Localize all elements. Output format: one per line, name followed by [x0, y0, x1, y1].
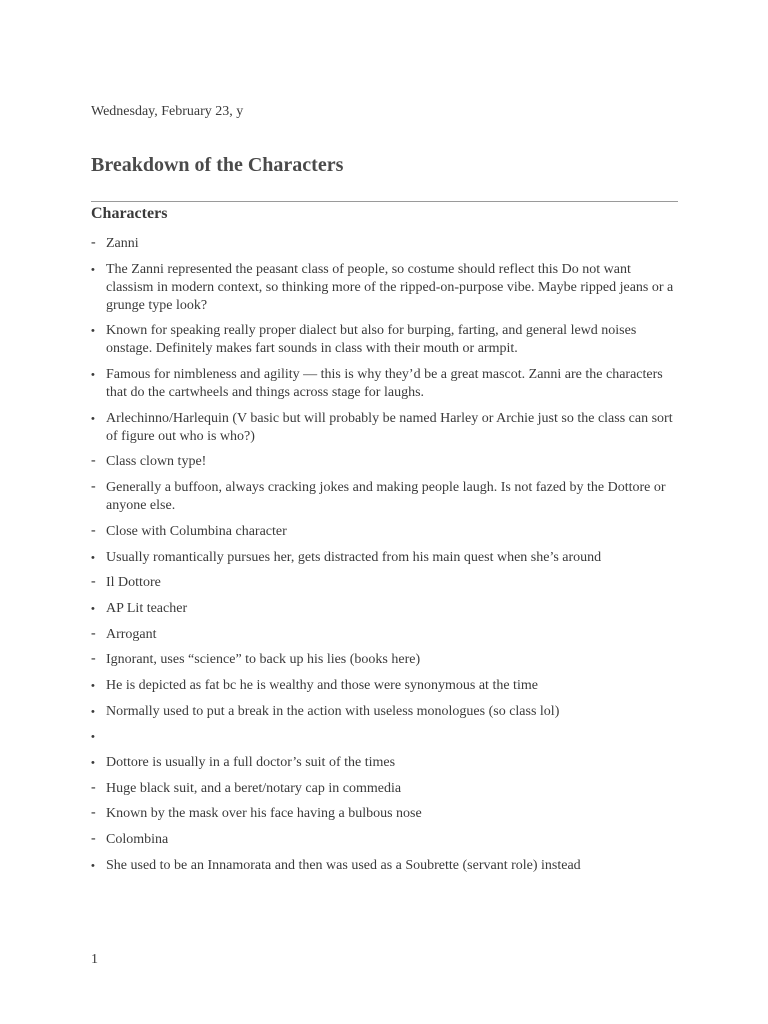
list-item-text: Usually romantically pursues her, gets distracted from his main quest when she’s around	[106, 549, 602, 565]
list-item-text: Il Dottore	[106, 575, 161, 591]
list-item-text: Ignorant, uses “science” to back up his lies (books here)	[106, 652, 421, 668]
list-item	[91, 831, 681, 849]
title-divider	[91, 201, 678, 202]
bullet-marker: •	[91, 731, 95, 744]
dash-marker: -	[91, 805, 96, 821]
bullet-marker: •	[91, 757, 95, 769]
bullet-marker: •	[91, 705, 95, 718]
list-item-text: She used to be an Innamorata and then was used as a Soubrette (servant role) instead	[106, 857, 581, 873]
list-item	[91, 574, 681, 592]
list-item	[91, 523, 681, 541]
list-item	[91, 322, 681, 358]
list-item-text: The Zanni represented the peasant class of people, so costume should reflect this Do not want classism in modern context, so thinking more of the ripped-on-purpose vibe. Maybe ripped jeans or a grunge type look?	[106, 261, 674, 313]
list-item-text: Normally used to put a break in the action with useless monologues (so class lol)	[106, 703, 560, 719]
dash-marker: -	[91, 235, 96, 250]
list-item	[91, 703, 681, 721]
bullet-marker: •	[91, 679, 95, 692]
list-item-text: Colombina	[106, 832, 169, 848]
dash-marker: -	[91, 479, 96, 495]
bullet-marker: •	[91, 325, 95, 338]
dash-marker: -	[91, 831, 96, 847]
list-item	[91, 479, 681, 515]
list-item-text: Known for speaking really proper dialect but also for burping, farting, and general lewd noises onstage. Definitely makes fart sounds in class with their mouth or armpit.	[106, 323, 637, 357]
document-title: Breakdown of the Characters	[91, 154, 344, 176]
list-item	[91, 677, 681, 695]
bullet-marker: •	[91, 551, 95, 564]
dash-marker: -	[91, 779, 96, 795]
list-item-text: Arrogant	[106, 626, 157, 642]
list-item	[91, 453, 681, 471]
list-item-text	[106, 729, 110, 744]
list-item	[91, 728, 681, 746]
character-notes-list	[91, 235, 681, 882]
bullet-marker: •	[91, 859, 95, 872]
dash-marker: -	[91, 522, 96, 538]
list-item-text: Close with Columbina character	[106, 523, 287, 539]
dash-marker: -	[91, 651, 96, 667]
bullet-marker: •	[91, 412, 95, 425]
list-item	[91, 549, 681, 567]
list-item-text: Dottore is usually in a full doctor’s suit of the times	[106, 755, 396, 770]
list-item-text: Class clown type!	[106, 454, 207, 470]
dash-marker: -	[91, 574, 96, 590]
list-item	[91, 235, 681, 253]
list-item	[91, 857, 681, 875]
page-number: 1	[91, 952, 98, 967]
list-item-text: Famous for nimbleness and agility — this is why they’d be a great mascot. Zanni are the characters that do the cartwheels and things across stage for laughs.	[106, 367, 663, 401]
list-item	[91, 261, 681, 315]
list-item-text: Generally a buffoon, always cracking jokes and making people laugh. Is not fazed by the Dottore or anyone else.	[106, 480, 666, 514]
list-item	[91, 805, 681, 823]
list-item	[91, 410, 681, 446]
bullet-marker: •	[91, 369, 95, 382]
list-item	[91, 651, 681, 669]
document-date: Wednesday, February 23, y	[91, 104, 244, 119]
bullet-marker: •	[91, 263, 95, 276]
list-item	[91, 600, 681, 618]
section-heading: Characters	[91, 205, 168, 222]
list-item-text: Known by the mask over his face having a bulbous nose	[106, 806, 422, 822]
list-item-text: AP Lit teacher	[106, 600, 188, 616]
dash-marker: -	[91, 453, 96, 469]
list-item	[91, 754, 681, 772]
list-item-text: Arlechinno/Harlequin (V basic but will probably be named Harley or Archie just so the class can sort of figure out who is who?)	[106, 410, 673, 444]
list-item-text: He is depicted as fat bc he is wealthy and those were synonymous at the time	[106, 677, 538, 693]
list-item-text: Zanni	[106, 236, 139, 251]
list-item	[91, 626, 681, 644]
list-item	[91, 366, 681, 402]
list-item-text: Huge black suit, and a beret/notary cap in commedia	[106, 780, 402, 796]
bullet-marker: •	[91, 602, 95, 615]
list-item	[91, 780, 681, 798]
dash-marker: -	[91, 625, 96, 641]
